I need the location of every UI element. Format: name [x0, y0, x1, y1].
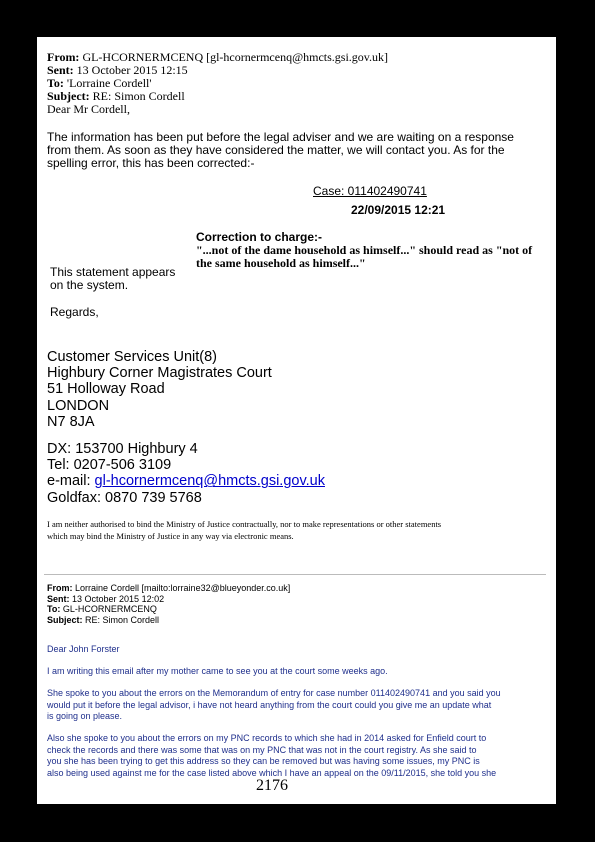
email-label: e-mail: [47, 473, 95, 490]
to-label: To: [47, 604, 61, 615]
sent-value: 13 October 2015 12:02 [72, 593, 165, 604]
from-label: From: [47, 50, 80, 64]
address-line: LONDON [47, 397, 110, 414]
disclaimer-line: which may bind the Ministry of Justice in any way via electronic means. [47, 531, 294, 541]
to-label: To: [47, 76, 64, 90]
paragraph-line: The information has been put before the legal adviser and we are waiting on a response [47, 130, 514, 144]
disclaimer [47, 518, 441, 542]
regards: Regards, [50, 305, 99, 319]
statement-line: This statement appears [50, 265, 176, 279]
telephone: Tel: 0207-506 3109 [47, 457, 172, 474]
paragraph-line: also being used against me for the case listed above which I have an appeal on the 09/11/2015, she told you she [47, 768, 497, 779]
subject-label: Subject: [47, 614, 83, 625]
to-value: 'Lorraine Cordell' [66, 76, 152, 90]
correction-line: the same household as himself..." [196, 256, 366, 270]
email-row [47, 473, 325, 489]
email2-header [47, 583, 290, 625]
address-line: Customer Services Unit(8) [47, 349, 218, 365]
correction-heading: Correction to charge:- [196, 230, 323, 244]
correction-text [196, 244, 532, 270]
email2-paragraph-1: I am writing this email after my mother came to see you at the court some weeks ago. [47, 666, 388, 676]
address-block [47, 349, 272, 430]
email2-greeting: Dear John Forster [47, 644, 120, 654]
sent-label: Sent: [47, 593, 70, 604]
email-link[interactable]: gl-hcornermcenq@hmcts.gsi.gov.uk [94, 473, 325, 490]
paragraph-line: would put it before the legal advisor, i have not heard anything from the court could you give me an update what [47, 699, 492, 710]
subject-value: RE: Simon Cordell [92, 89, 185, 103]
from-value: Lorraine Cordell [mailto:lorraine32@blueyonder.co.uk] [75, 583, 291, 593]
statement-note [50, 266, 175, 292]
sent-label: Sent: [47, 63, 74, 77]
subject-value: RE: Simon Cordell [85, 614, 160, 625]
to-value: GL-HCORNERMCENQ [62, 604, 157, 615]
paragraph-line: check the records and there was some that was on my PNC that was not in the court registry. As she said to [47, 744, 477, 755]
address-line: N7 8JA [47, 413, 95, 430]
correction-line: "...not of the dame household as himself..." should read as "not of [196, 243, 533, 257]
email1-header [47, 51, 388, 116]
email-separator [44, 574, 546, 575]
email1-paragraph [47, 131, 514, 170]
paragraph-line: you she has been trying to get this address so they can be removed but was having some issues, my PNC is [47, 756, 480, 767]
email2-paragraph-3 [47, 733, 496, 780]
case-number: Case: 011402490741 [313, 184, 427, 198]
case-datetime: 22/09/2015 12:21 [351, 203, 446, 217]
contact-block [47, 441, 325, 506]
dx-number: DX: 153700 Highbury 4 [47, 441, 198, 457]
paragraph-line: Also she spoke to you about the errors on my PNC records to which she had in 2014 asked for Enfield court to [47, 733, 487, 743]
email2-paragraph-2 [47, 688, 501, 723]
email1-greeting: Dear Mr Cordell, [47, 102, 130, 116]
email2-to-row [47, 604, 290, 615]
address-line: Highbury Corner Magistrates Court [47, 365, 272, 382]
email2-from-row [47, 583, 290, 594]
email2-sent-row [47, 594, 290, 605]
from-label: From: [47, 583, 73, 593]
paragraph-line: She spoke to you about the errors on the Memorandum of entry for case number 011402490741 and you said you [47, 688, 501, 698]
statement-line: on the system. [50, 278, 129, 292]
disclaimer-line: I am neither authorised to bind the Ministry of Justice contractually, nor to make representations or other statements [47, 519, 442, 529]
email2-subject-row [47, 615, 290, 626]
sent-value: 13 October 2015 12:15 [76, 63, 188, 77]
document-page [37, 37, 556, 804]
from-value: GL-HCORNERMCENQ [gl-hcornermcenq@hmcts.gsi.gov.uk] [82, 50, 388, 64]
address-line: 51 Holloway Road [47, 381, 165, 398]
paragraph-line: spelling error, this has been corrected:- [47, 156, 255, 170]
paragraph-line: from them. As soon as they have considered the matter, we will contact you. As for the [47, 143, 505, 157]
page-number: 2176 [256, 777, 288, 794]
goldfax: Goldfax: 0870 739 5768 [47, 489, 202, 506]
paragraph-line: is going on please. [47, 711, 123, 722]
subject-label: Subject: [47, 89, 90, 103]
